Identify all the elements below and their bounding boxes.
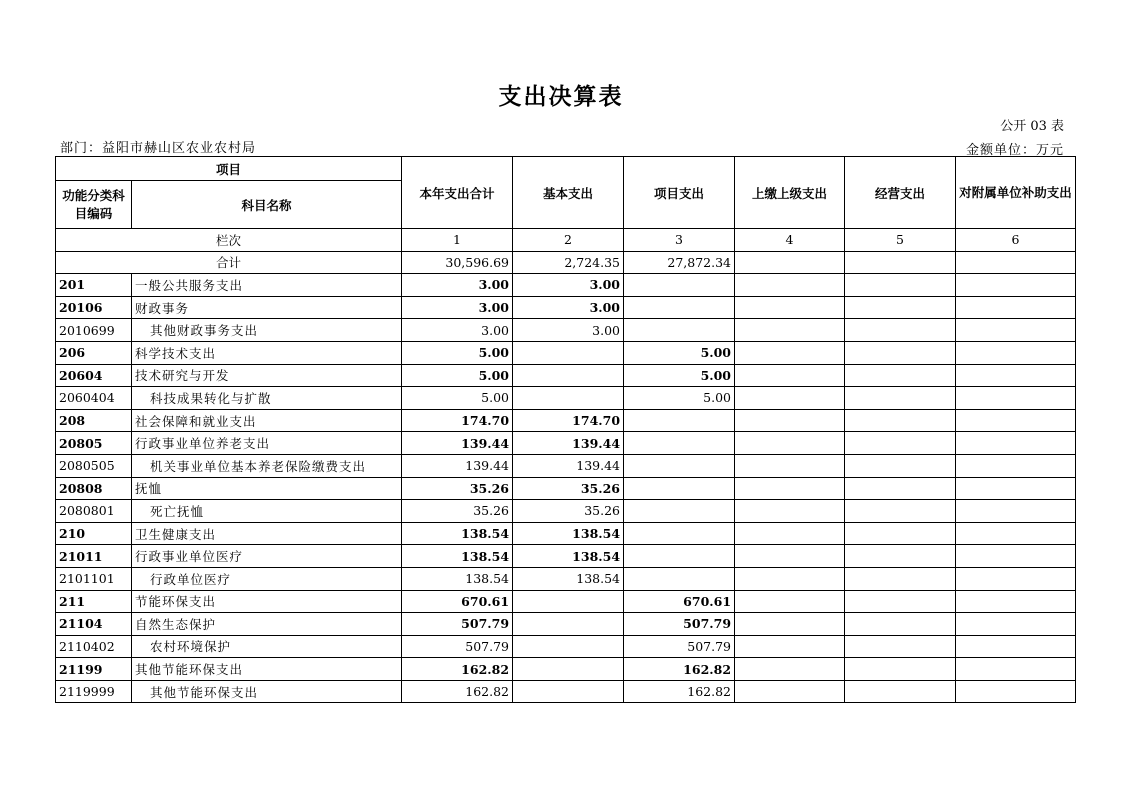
row-business bbox=[845, 409, 956, 432]
row-business bbox=[845, 432, 956, 455]
row-subsidiary bbox=[956, 409, 1076, 432]
index-col-1: 1 bbox=[402, 229, 513, 252]
row-basic: 35.26 bbox=[513, 477, 624, 500]
row-basic bbox=[513, 635, 624, 658]
row-upper bbox=[735, 319, 845, 342]
row-subsidiary bbox=[956, 274, 1076, 297]
row-upper bbox=[735, 635, 845, 658]
row-total: 3.00 bbox=[402, 274, 513, 297]
row-basic bbox=[513, 590, 624, 613]
table-row bbox=[56, 680, 1076, 703]
row-code: 2119999 bbox=[56, 680, 132, 703]
row-project: 5.00 bbox=[624, 387, 735, 410]
index-label: 栏次 bbox=[56, 229, 402, 252]
row-upper bbox=[735, 500, 845, 523]
row-subsidiary bbox=[956, 454, 1076, 477]
row-upper bbox=[735, 296, 845, 319]
row-business bbox=[845, 522, 956, 545]
department-label: 部门：益阳市赫山区农业农村局 bbox=[60, 141, 257, 156]
row-name: 技术研究与开发 bbox=[132, 364, 402, 387]
row-total: 5.00 bbox=[402, 364, 513, 387]
table-row bbox=[56, 635, 1076, 658]
row-total: 138.54 bbox=[402, 545, 513, 568]
row-basic: 174.70 bbox=[513, 409, 624, 432]
total-row bbox=[56, 251, 1076, 274]
table-row bbox=[56, 613, 1076, 636]
row-upper bbox=[735, 658, 845, 681]
row-name: 科技成果转化与扩散 bbox=[132, 387, 402, 410]
row-code: 20808 bbox=[56, 477, 132, 500]
row-upper bbox=[735, 454, 845, 477]
table-row bbox=[56, 454, 1076, 477]
row-name: 节能环保支出 bbox=[132, 590, 402, 613]
row-basic bbox=[513, 613, 624, 636]
header-name: 科目名称 bbox=[132, 181, 402, 229]
row-basic: 139.44 bbox=[513, 432, 624, 455]
row-name: 行政事业单位养老支出 bbox=[132, 432, 402, 455]
table-row bbox=[56, 567, 1076, 590]
row-project bbox=[624, 409, 735, 432]
row-project: 507.79 bbox=[624, 613, 735, 636]
table-row bbox=[56, 296, 1076, 319]
row-total: 507.79 bbox=[402, 635, 513, 658]
row-upper bbox=[735, 522, 845, 545]
row-subsidiary bbox=[956, 319, 1076, 342]
row-name: 自然生态保护 bbox=[132, 613, 402, 636]
row-upper bbox=[735, 680, 845, 703]
total-subsidiary bbox=[956, 251, 1076, 274]
row-subsidiary bbox=[956, 500, 1076, 523]
row-subsidiary bbox=[956, 590, 1076, 613]
row-upper bbox=[735, 590, 845, 613]
expenditure-table bbox=[55, 156, 1076, 703]
row-name: 行政事业单位医疗 bbox=[132, 545, 402, 568]
row-project bbox=[624, 500, 735, 523]
row-basic: 139.44 bbox=[513, 454, 624, 477]
table-row bbox=[56, 658, 1076, 681]
row-upper bbox=[735, 477, 845, 500]
total-business bbox=[845, 251, 956, 274]
row-name: 行政单位医疗 bbox=[132, 567, 402, 590]
row-business bbox=[845, 364, 956, 387]
table-row bbox=[56, 341, 1076, 364]
table-row bbox=[56, 409, 1076, 432]
row-basic bbox=[513, 680, 624, 703]
row-project: 5.00 bbox=[624, 364, 735, 387]
row-project bbox=[624, 567, 735, 590]
row-business bbox=[845, 545, 956, 568]
row-subsidiary bbox=[956, 387, 1076, 410]
row-upper bbox=[735, 409, 845, 432]
amount-unit-label: 金额单位：万元 bbox=[965, 143, 1064, 158]
row-total: 5.00 bbox=[402, 341, 513, 364]
row-basic: 3.00 bbox=[513, 274, 624, 297]
row-project: 5.00 bbox=[624, 341, 735, 364]
header-subsidiary: 对附属单位补助支出 bbox=[956, 157, 1076, 229]
row-subsidiary bbox=[956, 477, 1076, 500]
row-upper bbox=[735, 613, 845, 636]
row-business bbox=[845, 658, 956, 681]
index-col-2: 2 bbox=[513, 229, 624, 252]
row-code: 21104 bbox=[56, 613, 132, 636]
row-name: 其他节能环保支出 bbox=[132, 658, 402, 681]
row-business bbox=[845, 274, 956, 297]
row-project bbox=[624, 319, 735, 342]
table-row bbox=[56, 545, 1076, 568]
row-code: 2110402 bbox=[56, 635, 132, 658]
table-row bbox=[56, 590, 1076, 613]
total-basic: 2,724.35 bbox=[513, 251, 624, 274]
table-row bbox=[56, 364, 1076, 387]
index-row bbox=[56, 229, 1076, 252]
row-total: 139.44 bbox=[402, 432, 513, 455]
row-total: 138.54 bbox=[402, 522, 513, 545]
row-code: 2010699 bbox=[56, 319, 132, 342]
table-row bbox=[56, 319, 1076, 342]
form-number: 公开 03 表 bbox=[1000, 119, 1064, 134]
total-label: 合计 bbox=[56, 251, 402, 274]
row-business bbox=[845, 319, 956, 342]
row-code: 20805 bbox=[56, 432, 132, 455]
row-project bbox=[624, 545, 735, 568]
row-business bbox=[845, 454, 956, 477]
row-name: 卫生健康支出 bbox=[132, 522, 402, 545]
row-total: 174.70 bbox=[402, 409, 513, 432]
row-subsidiary bbox=[956, 613, 1076, 636]
row-total: 35.26 bbox=[402, 500, 513, 523]
row-subsidiary bbox=[956, 364, 1076, 387]
row-code: 21199 bbox=[56, 658, 132, 681]
row-total: 5.00 bbox=[402, 387, 513, 410]
row-code: 20604 bbox=[56, 364, 132, 387]
header-basic: 基本支出 bbox=[513, 157, 624, 229]
row-subsidiary bbox=[956, 522, 1076, 545]
row-project: 507.79 bbox=[624, 635, 735, 658]
row-basic bbox=[513, 387, 624, 410]
row-code: 208 bbox=[56, 409, 132, 432]
header-total: 本年支出合计 bbox=[402, 157, 513, 229]
row-project bbox=[624, 454, 735, 477]
row-subsidiary bbox=[956, 635, 1076, 658]
row-basic: 3.00 bbox=[513, 296, 624, 319]
row-project bbox=[624, 477, 735, 500]
total-upper bbox=[735, 251, 845, 274]
row-basic: 138.54 bbox=[513, 545, 624, 568]
row-name: 财政事务 bbox=[132, 296, 402, 319]
row-total: 138.54 bbox=[402, 567, 513, 590]
row-code: 21011 bbox=[56, 545, 132, 568]
row-project: 162.82 bbox=[624, 658, 735, 681]
row-project bbox=[624, 522, 735, 545]
row-subsidiary bbox=[956, 341, 1076, 364]
row-total: 139.44 bbox=[402, 454, 513, 477]
row-business bbox=[845, 500, 956, 523]
row-subsidiary bbox=[956, 567, 1076, 590]
table-row bbox=[56, 477, 1076, 500]
index-col-4: 4 bbox=[735, 229, 845, 252]
row-project: 670.61 bbox=[624, 590, 735, 613]
table-row bbox=[56, 522, 1076, 545]
row-subsidiary bbox=[956, 658, 1076, 681]
row-subsidiary bbox=[956, 296, 1076, 319]
row-name: 社会保障和就业支出 bbox=[132, 409, 402, 432]
row-upper bbox=[735, 545, 845, 568]
row-total: 3.00 bbox=[402, 296, 513, 319]
row-basic bbox=[513, 658, 624, 681]
row-code: 201 bbox=[56, 274, 132, 297]
row-code: 2101101 bbox=[56, 567, 132, 590]
row-name: 农村环境保护 bbox=[132, 635, 402, 658]
row-total: 507.79 bbox=[402, 613, 513, 636]
index-col-6: 6 bbox=[956, 229, 1076, 252]
row-total: 162.82 bbox=[402, 680, 513, 703]
index-col-3: 3 bbox=[624, 229, 735, 252]
row-subsidiary bbox=[956, 432, 1076, 455]
row-upper bbox=[735, 274, 845, 297]
row-total: 3.00 bbox=[402, 319, 513, 342]
header-business: 经营支出 bbox=[845, 157, 956, 229]
row-name: 一般公共服务支出 bbox=[132, 274, 402, 297]
row-name: 科学技术支出 bbox=[132, 341, 402, 364]
row-basic bbox=[513, 364, 624, 387]
row-business bbox=[845, 341, 956, 364]
row-name: 抚恤 bbox=[132, 477, 402, 500]
row-code: 20106 bbox=[56, 296, 132, 319]
total-project: 27,872.34 bbox=[624, 251, 735, 274]
row-business bbox=[845, 387, 956, 410]
row-code: 2080801 bbox=[56, 500, 132, 523]
row-project bbox=[624, 274, 735, 297]
row-business bbox=[845, 613, 956, 636]
row-basic: 138.54 bbox=[513, 522, 624, 545]
row-basic bbox=[513, 341, 624, 364]
row-total: 35.26 bbox=[402, 477, 513, 500]
header-project: 项目支出 bbox=[624, 157, 735, 229]
row-name: 其他节能环保支出 bbox=[132, 680, 402, 703]
row-business bbox=[845, 680, 956, 703]
row-business bbox=[845, 477, 956, 500]
row-name: 死亡抚恤 bbox=[132, 500, 402, 523]
table-row bbox=[56, 274, 1076, 297]
table-row bbox=[56, 387, 1076, 410]
row-business bbox=[845, 296, 956, 319]
total-sum: 30,596.69 bbox=[402, 251, 513, 274]
row-upper bbox=[735, 432, 845, 455]
row-business bbox=[845, 635, 956, 658]
header-code: 功能分类科目编码 bbox=[56, 181, 132, 229]
row-upper bbox=[735, 567, 845, 590]
table-row bbox=[56, 432, 1076, 455]
row-total: 162.82 bbox=[402, 658, 513, 681]
header-upper: 上缴上级支出 bbox=[735, 157, 845, 229]
row-code: 210 bbox=[56, 522, 132, 545]
page-title: 支出决算表 bbox=[498, 84, 624, 110]
row-name: 其他财政事务支出 bbox=[132, 319, 402, 342]
row-business bbox=[845, 567, 956, 590]
row-project bbox=[624, 296, 735, 319]
row-project bbox=[624, 432, 735, 455]
row-business bbox=[845, 590, 956, 613]
row-basic: 35.26 bbox=[513, 500, 624, 523]
index-col-5: 5 bbox=[845, 229, 956, 252]
row-upper bbox=[735, 387, 845, 410]
row-project: 162.82 bbox=[624, 680, 735, 703]
header-item: 项目 bbox=[56, 157, 402, 181]
row-upper bbox=[735, 364, 845, 387]
row-code: 2060404 bbox=[56, 387, 132, 410]
row-code: 211 bbox=[56, 590, 132, 613]
row-subsidiary bbox=[956, 545, 1076, 568]
row-code: 2080505 bbox=[56, 454, 132, 477]
row-subsidiary bbox=[956, 680, 1076, 703]
row-upper bbox=[735, 341, 845, 364]
row-name: 机关事业单位基本养老保险缴费支出 bbox=[132, 454, 402, 477]
row-basic: 138.54 bbox=[513, 567, 624, 590]
table-row bbox=[56, 500, 1076, 523]
row-total: 670.61 bbox=[402, 590, 513, 613]
row-code: 206 bbox=[56, 341, 132, 364]
row-basic: 3.00 bbox=[513, 319, 624, 342]
